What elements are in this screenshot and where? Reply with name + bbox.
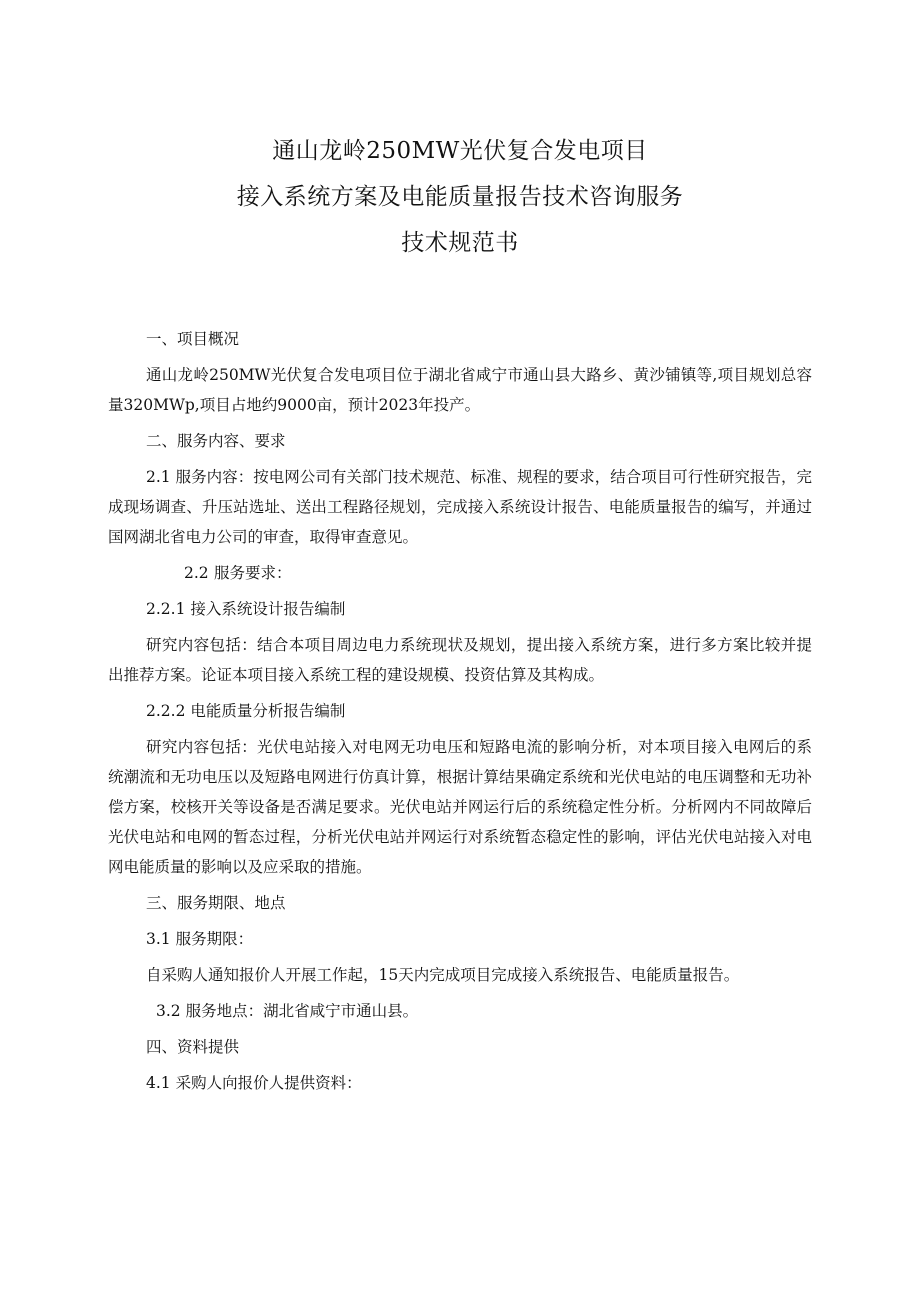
section-3-heading: 三、服务期限、地点 xyxy=(146,894,286,912)
section-3-1-line: 3.1 服务期限： xyxy=(146,930,254,948)
section-2-2-2-paragraph: 研究内容包括：光伏电站接入对电网无功电压和短路电流的影响分析，对本项目接入电网后的系统潮流和无功电压以及短路电网进行仿真计算，根据计算结果确定系统和光伏电站的电压调整和无功补偿方案，校核开关等设备是否满足要求。光伏电站并网运行后的系统稳定性分析。分析网内不同故障后光伏电站和电网的暂态过程，分析光伏电站并网运行对系统暂态稳定性的影响，评估光伏电站接入对电网电能质量的影响以及应采取的措施。 xyxy=(108,738,812,876)
section-2-2-text: 服务要求： xyxy=(214,564,292,582)
section-2-heading: 二、服务内容、要求 xyxy=(146,432,286,450)
section-1-heading: 一、项目概况 xyxy=(146,330,240,348)
section-3-1-paragraph: 自采购人通知报价人开展工作起，15天内完成项目完成接入系统报告、电能质量报告。 xyxy=(146,966,740,984)
title-line-3: 技术规范书 xyxy=(401,230,519,256)
document-title xyxy=(0,128,920,266)
title-line-1: 通山龙岭250MW光伏复合发电项目 xyxy=(272,138,648,164)
section-4-heading: 四、资料提供 xyxy=(146,1038,240,1056)
section-3-2-line: 3.2 服务地点：湖北省咸宁市通山县。 xyxy=(156,1002,419,1020)
document-body xyxy=(108,324,812,1104)
section-1-paragraph: 通山龙岭250MW光伏复合发电项目位于湖北省咸宁市通山县大路乡、黄沙铺镇等,项目规划总容量320MWp,项目占地约9000亩，预计2023年投产。 xyxy=(108,366,812,414)
section-2-2-1-heading: 2.2.1 接入系统设计报告编制 xyxy=(146,600,346,618)
section-4-1-line: 4.1 采购人向报价人提供资料： xyxy=(146,1074,362,1092)
section-2-2-2-heading: 2.2.2 电能质量分析报告编制 xyxy=(146,702,346,720)
section-2-2-number: 2.2 xyxy=(184,564,209,582)
section-2-2-1-paragraph: 研究内容包括：结合本项目周边电力系统现状及规划，提出接入系统方案，进行多方案比较并提出推荐方案。论证本项目接入系统工程的建设规模、投资估算及其构成。 xyxy=(108,636,812,684)
section-2-2-line xyxy=(108,558,812,588)
title-line-2: 接入系统方案及电能质量报告技术咨询服务 xyxy=(236,184,684,210)
section-2-1-paragraph: 2.1 服务内容：按电网公司有关部门技术规范、标准、规程的要求，结合项目可行性研究报告，完成现场调查、升压站选址、送出工程路径规划，完成接入系统设计报告、电能质量报告的编写，并通过国网湖北省电力公司的审查，取得审查意见。 xyxy=(108,468,812,546)
